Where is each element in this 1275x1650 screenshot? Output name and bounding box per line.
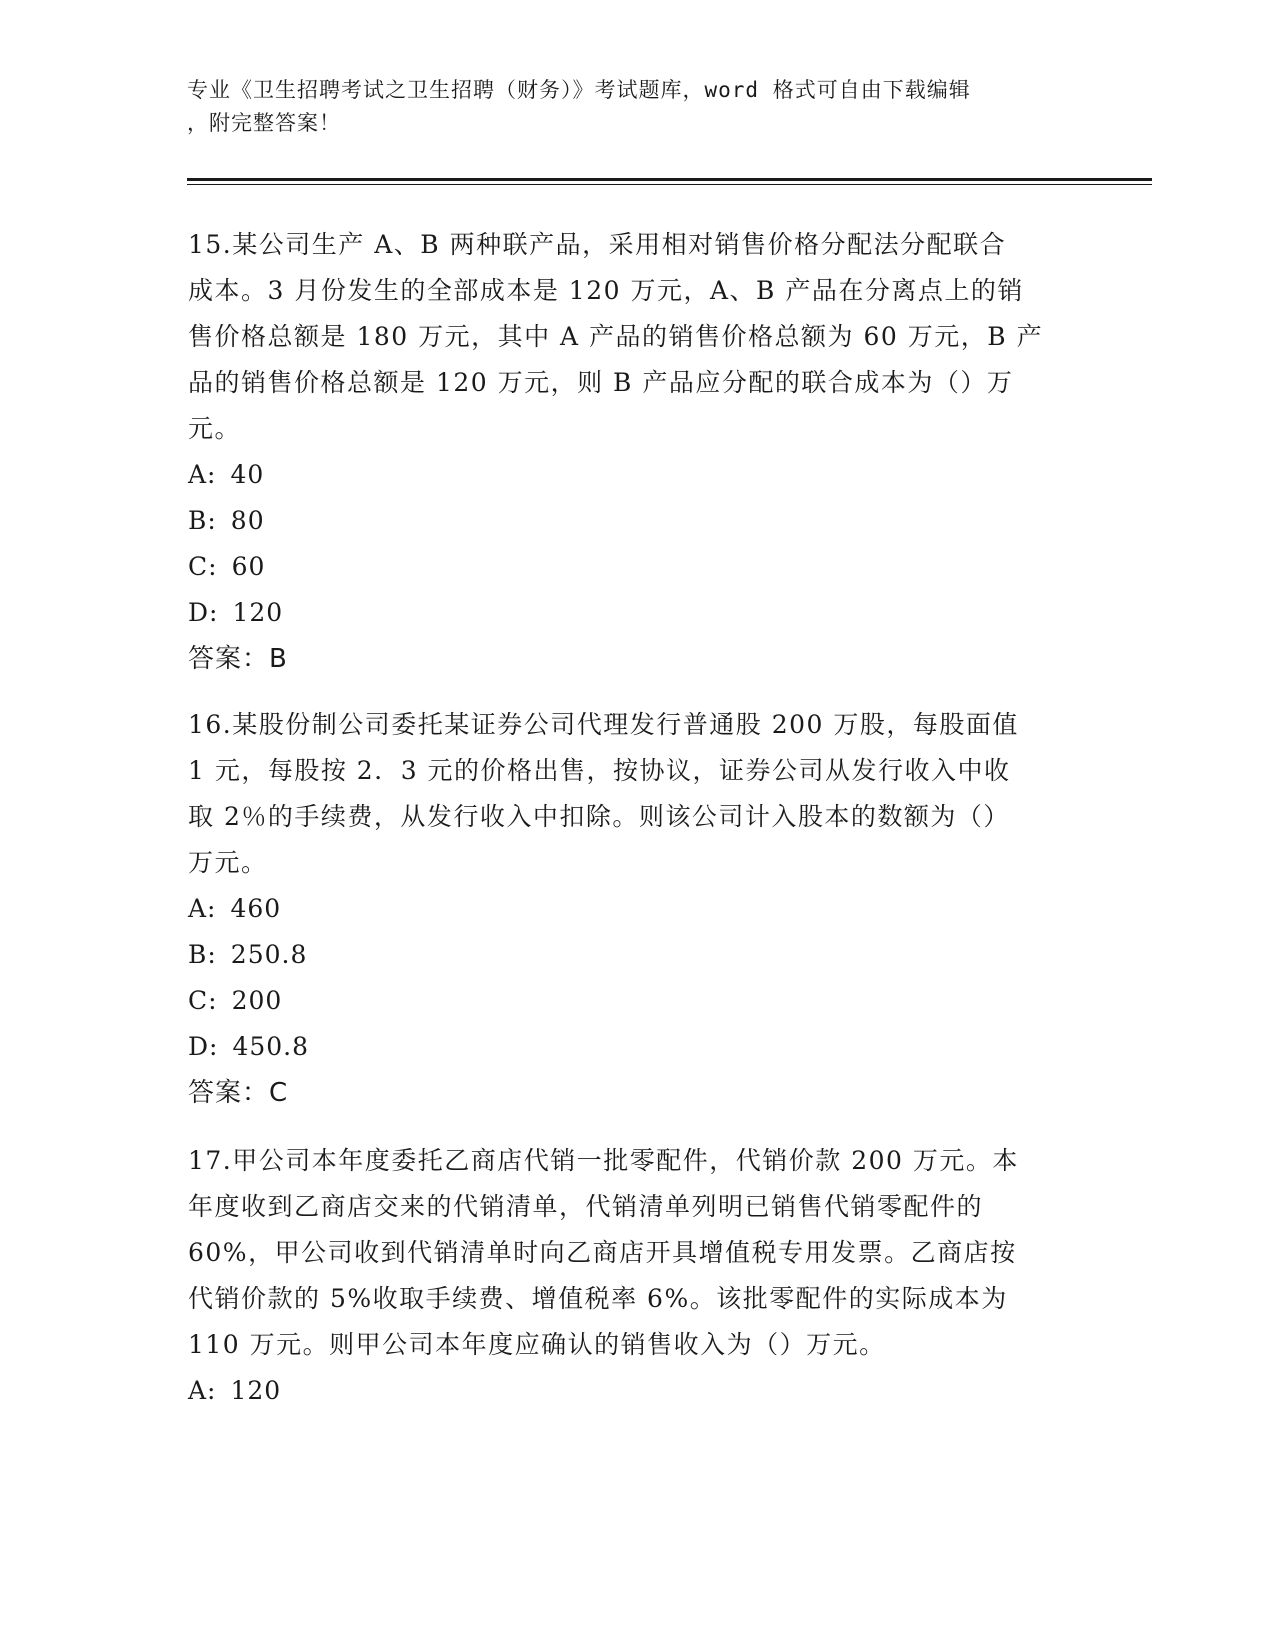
question-text-line: 代销价款的 5%收取手续费、增值税率 6%。该批零配件的实际成本为 xyxy=(188,1284,1008,1313)
option-label: B: xyxy=(188,940,217,969)
answer-line: 答案：B xyxy=(188,644,288,674)
answer-line: 答案：C xyxy=(188,1078,289,1108)
option-value: 460 xyxy=(230,894,282,923)
option-c xyxy=(188,978,1088,1024)
option-label: B: xyxy=(188,506,217,535)
option-value: 200 xyxy=(231,986,283,1015)
question-17 xyxy=(188,1138,1088,1414)
header-divider-thick xyxy=(187,178,1152,181)
option-value: 120 xyxy=(230,1376,282,1405)
option-value: 80 xyxy=(230,506,265,535)
option-a xyxy=(188,1368,1088,1414)
option-value: 40 xyxy=(230,460,265,489)
option-label: C: xyxy=(188,552,218,581)
option-d xyxy=(188,590,1088,636)
question-text-line: 15.某公司生产 A、B 两种联产品，采用相对销售价格分配法分配联合 xyxy=(188,230,1007,259)
header-divider-thin xyxy=(187,184,1152,185)
header-line-2: ，附完整答案！ xyxy=(187,111,341,135)
option-value: 120 xyxy=(232,598,284,627)
question-text-line: 取 2％的手续费，从发行收入中扣除。则该公司计入股本的数额为（） xyxy=(188,802,1010,831)
question-text-line: 成本。3 月份发生的全部成本是 120 万元，A、B 产品在分离点上的销 xyxy=(188,276,1024,305)
option-d xyxy=(188,1024,1088,1070)
option-b xyxy=(188,932,1088,978)
option-value: 450.8 xyxy=(232,1032,310,1061)
header-line-1: 专业《卫生招聘考试之卫生招聘（财务）》考试题库，word 格式可自由下载编辑 xyxy=(187,78,971,102)
question-text-line: 品的销售价格总额是 120 万元，则 B 产品应分配的联合成本为（）万 xyxy=(188,368,1014,397)
option-c xyxy=(188,544,1088,590)
option-a xyxy=(188,886,1088,932)
question-text-line: 110 万元。则甲公司本年度应确认的销售收入为（）万元。 xyxy=(188,1330,886,1359)
question-text-line: 17.甲公司本年度委托乙商店代销一批零配件，代销价款 200 万元。本 xyxy=(188,1146,1019,1175)
option-label: A: xyxy=(188,460,217,489)
option-label: A: xyxy=(188,1376,217,1405)
option-value: 250.8 xyxy=(230,940,308,969)
option-value: 60 xyxy=(231,552,266,581)
question-15 xyxy=(188,222,1088,682)
question-16 xyxy=(188,702,1088,1116)
option-label: A: xyxy=(188,894,217,923)
option-label: C: xyxy=(188,986,218,1015)
option-label: D: xyxy=(188,598,219,627)
option-b xyxy=(188,498,1088,544)
question-text-line: 1 元，每股按 2．3 元的价格出售，按协议，证券公司从发行收入中收 xyxy=(188,756,1011,785)
question-text-line: 年度收到乙商店交来的代销清单，代销清单列明已销售代销零配件的 xyxy=(188,1192,984,1221)
question-text-line: 元。 xyxy=(188,414,242,443)
question-text-line: 售价格总额是 180 万元，其中 A 产品的销售价格总额为 60 万元，B 产 xyxy=(188,322,1044,351)
option-label: D: xyxy=(188,1032,219,1061)
option-a xyxy=(188,452,1088,498)
question-text-line: 16.某股份制公司委托某证券公司代理发行普通股 200 万股，每股面值 xyxy=(188,710,1019,739)
question-text-line: 60%，甲公司收到代销清单时向乙商店开具增值税专用发票。乙商店按 xyxy=(188,1238,1017,1267)
document-header xyxy=(187,74,1077,140)
question-text-line: 万元。 xyxy=(188,848,268,877)
